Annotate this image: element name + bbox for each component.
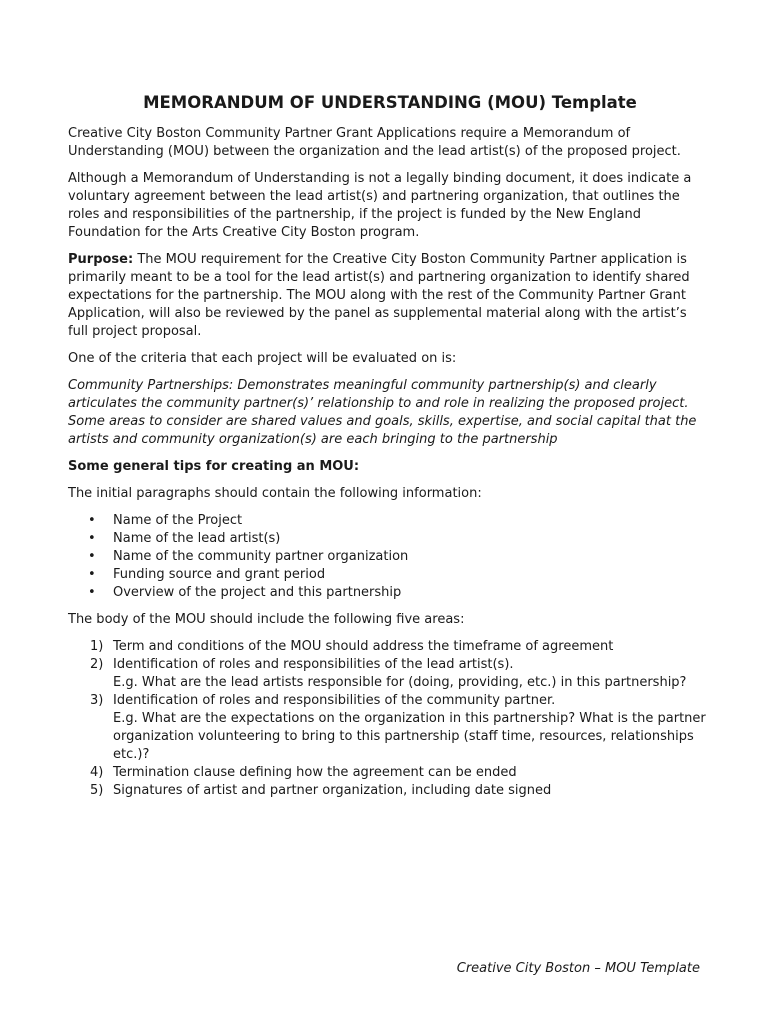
list-item-text: Name of the community partner organization — [113, 549, 409, 564]
list-item — [68, 530, 708, 548]
list-item — [68, 512, 708, 530]
binding-paragraph: Although a Memorandum of Understanding is not a legally binding document, it does indicate a voluntary agreement between the lead artist(s) and partnering organization, that outlines the roles and responsibilities of the partnership, if the project is funded by the New England Foundation for the Arts Creative City Boston program. — [68, 171, 692, 240]
list-item — [68, 566, 708, 584]
list-item — [68, 548, 708, 566]
item-text: Term and conditions of the MOU should address the timeframe of agreement — [113, 639, 614, 654]
list-item-text: Name of the Project — [113, 513, 243, 528]
list-item-text: Funding source and grant period — [113, 567, 326, 582]
bullet-icon: • — [88, 567, 96, 582]
item-number: 3) — [90, 693, 104, 708]
bullet-icon: • — [88, 549, 96, 564]
item-number: 1) — [90, 639, 104, 654]
intro-paragraph: Creative City Boston Community Partner Grant Applications require a Memorandum of Understanding (MOU) between the organization and the lead artist(s) of the proposed project. — [68, 126, 681, 159]
item-note: E.g. What are the lead artists responsible for (doing, providing, etc.) in this partnership? — [113, 675, 687, 690]
item-text: Identification of roles and responsibilities of the lead artist(s). — [113, 657, 514, 672]
list-item-text: Overview of the project and this partnership — [113, 585, 402, 600]
tips-heading: Some general tips for creating an MOU: — [68, 459, 360, 474]
numbered-item — [68, 638, 708, 656]
purpose-text: The MOU requirement for the Creative City Boston Community Partner application is primarily meant to be a tool for the lead artist(s) and partnering organization to identify shared expectations for the partnership. The MOU along with the rest of the Community Partner Grant Application, will also be reviewed by the panel as supplemental material along with the artist’s full project proposal. — [68, 252, 690, 339]
list-item-text: Name of the lead artist(s) — [113, 531, 281, 546]
purpose-label: Purpose: — [68, 252, 134, 267]
item-text: Signatures of artist and partner organization, including date signed — [113, 783, 552, 798]
page-footer: Creative City Boston – MOU Template — [456, 961, 700, 976]
list-item — [68, 584, 708, 602]
bullet-icon: • — [88, 531, 96, 546]
numbered-item — [68, 656, 708, 692]
criteria-quote: Community Partnerships: Demonstrates meaningful community partnership(s) and clearly articulates the community partner(s)’ relationship to and role in realizing the proposed project. Some areas to consider are shared values and goals, skills, expertise, and social capital that the artists and community organization(s) are each bringing to the partnership — [68, 378, 697, 447]
item-text: Termination clause defining how the agreement can be ended — [113, 765, 517, 780]
numbered-item — [68, 692, 708, 764]
document-body — [68, 93, 708, 800]
body-intro: The body of the MOU should include the following five areas: — [68, 612, 465, 627]
initial-intro: The initial paragraphs should contain the following information: — [68, 486, 482, 501]
item-text: Identification of roles and responsibilities of the community partner. — [113, 693, 556, 708]
document-title: MEMORANDUM OF UNDERSTANDING (MOU) Template — [143, 93, 637, 112]
numbered-item — [68, 782, 708, 800]
bullet-icon: • — [88, 513, 96, 528]
purpose-paragraph — [68, 251, 708, 341]
item-number: 4) — [90, 765, 104, 780]
item-number: 5) — [90, 783, 104, 798]
bullet-icon: • — [88, 585, 96, 600]
item-note: E.g. What are the expectations on the organization in this partnership? What is the partner organization volunteering to bring to this partnership (staff time, resources, relationships etc.)? — [113, 711, 706, 762]
initial-info-list — [68, 512, 708, 602]
numbered-item — [68, 764, 708, 782]
body-areas-list — [68, 638, 708, 800]
item-number: 2) — [90, 657, 104, 672]
criteria-intro: One of the criteria that each project will be evaluated on is: — [68, 351, 457, 366]
